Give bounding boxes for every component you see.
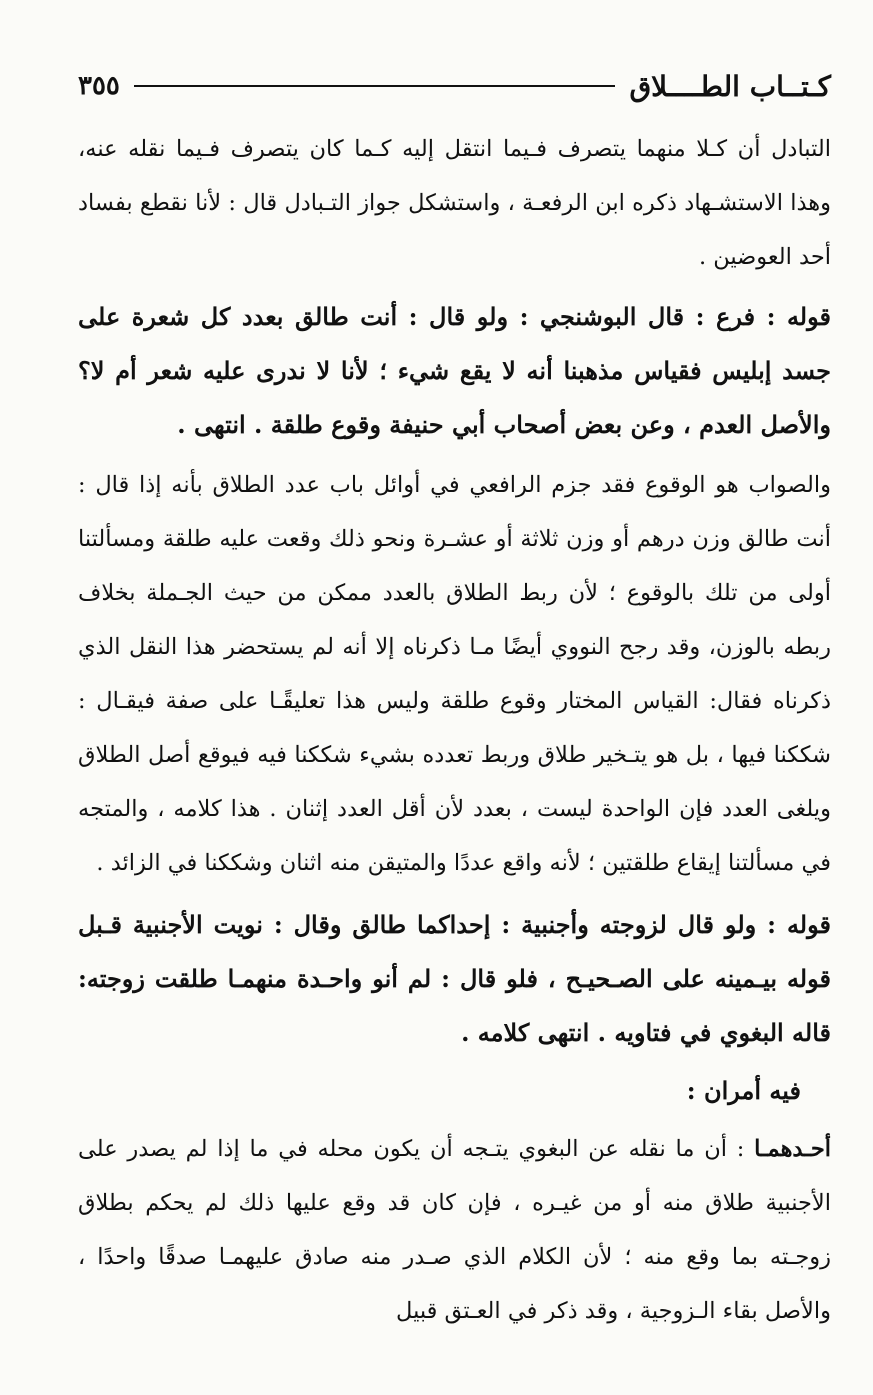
page-body bbox=[78, 122, 831, 1338]
running-header bbox=[78, 66, 831, 106]
section-heading: فيه أمران : bbox=[686, 1076, 801, 1105]
paragraph-quote-2: قوله : ولو قال لزوجته وأجنبية : إحداكما طالق وقال : نويت الأجنبية قـبل قوله بيـمينه على الصـحيـح ، فلو قال : لم أنو واحـدة منهمـا طلقت زوجته: قاله البغوي في فتاويه . انتهى كلامه . bbox=[78, 910, 831, 1047]
paragraph-quote-1: قوله : فرع : قال البوشنجي : ولو قال : أنت طالق بعدد كل شعرة على جسد إبليس فقياس مذهبنا أنه لا يقع شيء ؛ لأنا لا ندرى عليه شعر أم لا؟ والأصل العدم ، وعن بعض أصحاب أبي حنيفة وقوع طلقة . انتهى . bbox=[78, 302, 831, 439]
paragraph-commentary-3 bbox=[78, 1122, 831, 1338]
paragraph-commentary-2: والصواب هو الوقوع فقد جزم الرافعي في أوائل باب عدد الطلاق بأنه إذا قال : أنت طالق وزن درهم أو وزن ثلاثة أو عشـرة ونحو ذلك وقعت عليه طلقة ومسألتنا أولى من تلك بالوقوع ؛ لأن ربط الطلاق بالعدد ممكن من حيث الجـملة بخلاف ربطه بالوزن، وقد رجح النووي أيضًا مـا ذكرناه إلا أنه لم يستحضر هذا النقل الذي ذكرناه فقال: القياس المختار وقوع طلقة وليس هذا تعليقًـا على صفة فيقـال : شككنا فيها ، بل هو يتـخير طلاق وربط تعدده بشيء شككنا فيه فيوقع أصل الطلاق ويلغى العدد فإن الواحدة ليست ، بعدد لأن أقل العدد إثنان . هذا كلامه ، والمتجه في مسألتنا إيقاع طلقتين ؛ لأنه واقع عددًا والمتيقن منه اثنان وشككنا في الزائد . bbox=[78, 472, 831, 876]
page-number: ٣٥٥ bbox=[78, 71, 120, 101]
header-rule bbox=[134, 85, 616, 87]
paragraph-commentary-1: التبادل أن كـلا منهما يتصرف فـيما انتقل إليه كـما كان يتصرف فـيما نقله عنه، وهذا الاستشـهاد ذكره ابن الرفعـة ، واستشكل جواز التـبادل قال : لأنا نقطع بفساد أحد العوضين . bbox=[78, 136, 831, 270]
paragraph-lead-word: أحـدهمـا bbox=[754, 1136, 831, 1162]
chapter-title: كـتــاب الطــــلاق bbox=[629, 69, 831, 103]
paragraph-text: : أن ما نقله عن البغوي يتـجه أن يكون محله في ما إذا لم يصدر على الأجنبية طلاق منه أو من غيـره ، فإن كان قد وقع عليها ذلك لم يحكم بطلاق زوجـته بما وقع منه ؛ لأن الكلام الذي صـدر منه صادق عليهمـا صدقًا واحدًا ، والأصل بقاء الـزوجية ، وقد ذكر في العـتق قبيل bbox=[78, 1136, 831, 1324]
